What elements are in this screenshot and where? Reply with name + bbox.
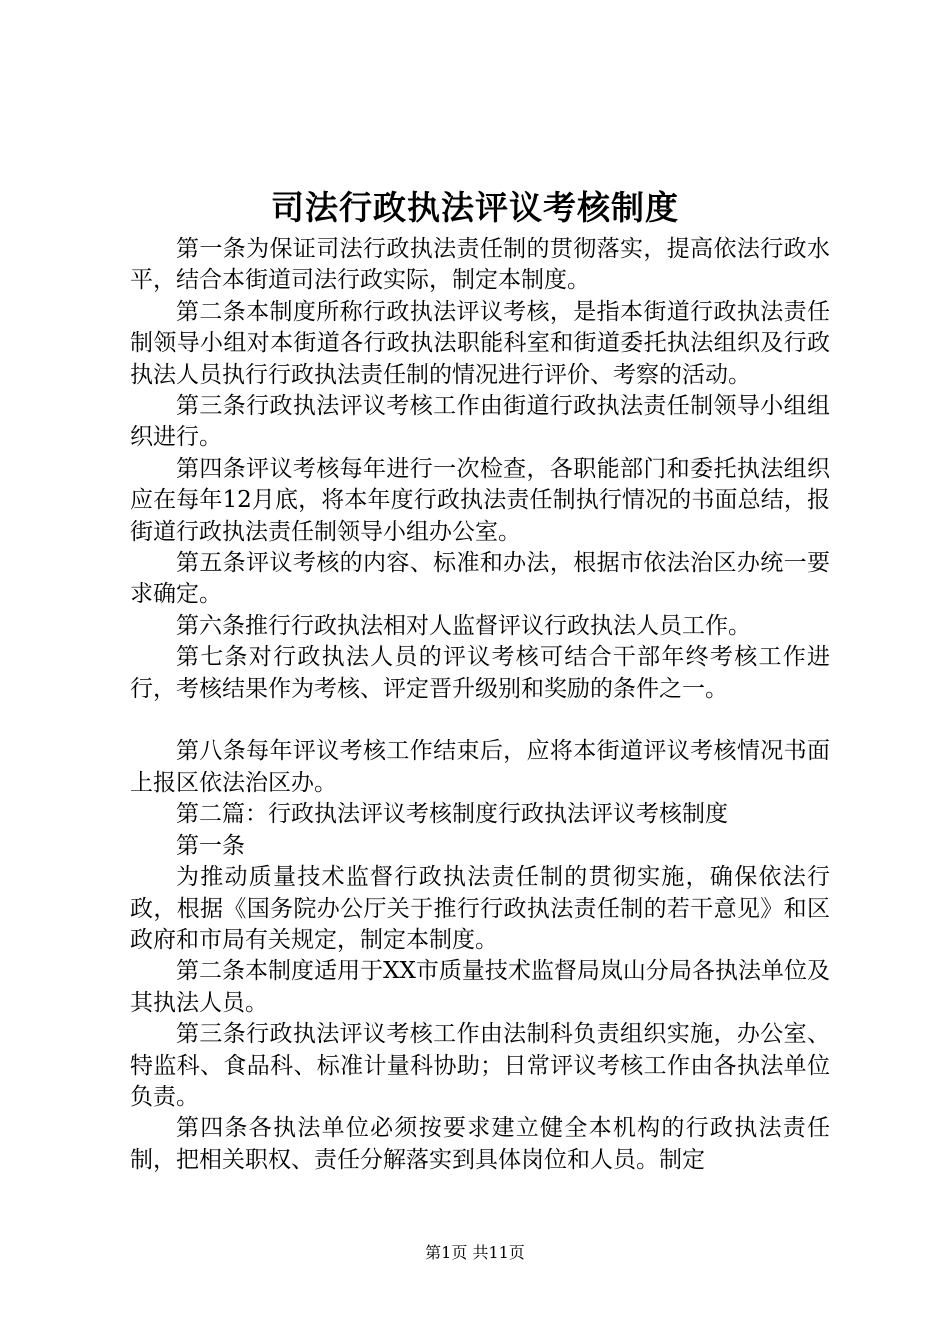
paragraph: 第三条行政执法评议考核工作由街道行政执法责任制领导小组组织进行。: [130, 393, 830, 451]
paragraph: 第六条推行行政执法相对人监督评议行政执法人员工作。: [176, 612, 751, 639]
paragraph: 第三条行政执法评议考核工作由法制科负责组织实施，办公室、特监科、食品科、标准计量科协助；日常评议考核工作由各执法单位负责。: [130, 1021, 830, 1110]
paragraph: 第四条评议考核每年进行一次检查，各职能部门和委托执法组织应在每年12月底，将本年度行政执法责任制执行情况的书面总结，报街道行政执法责任制领导小组办公室。: [130, 455, 830, 545]
page-number-footer: 第1页 共11页: [425, 1243, 525, 1262]
document-body: [130, 234, 830, 1176]
paragraph: 第二条本制度所称行政执法评议考核，是指本街道行政执法责任制领导小组对本街道各行政执法职能科室和街道委托执法组织及行政执法人员执行行政执法责任制的情况进行评价、考察的活动。: [130, 298, 830, 388]
paragraph: 为推动质量技术监督行政执法责任制的贯彻实施，确保依法行政，根据《国务院办公厅关于推行行政执法责任制的若干意见》和区政府和市局有关规定，制定本制度。: [130, 864, 830, 953]
paragraph: 第八条每年评议考核工作结束后，应将本街道评议考核情况书面上报区依法治区办。: [130, 738, 830, 796]
paragraph: 第一条为保证司法行政执法责任制的贯彻落实，提高依法行政水平，结合本街道司法行政实际，制定本制度。: [130, 236, 830, 294]
paragraph: 第五条评议考核的内容、标准和办法，根据市依法治区办统一要求确定。: [130, 550, 830, 608]
paragraph: 第四条各执法单位必须按要求建立健全本机构的行政执法责任制，把相关职权、责任分解落实到具体岗位和人员。制定: [130, 1115, 830, 1173]
paragraph: 第一条: [176, 832, 245, 859]
section-heading: 第二篇：行政执法评议考核制度行政执法评议考核制度: [176, 801, 728, 828]
paragraph: 第七条对行政执法人员的评议考核可结合干部年终考核工作进行，考核结果作为考核、评定晋升级别和奖励的条件之一。: [130, 644, 830, 702]
document-title: 司法行政执法评议考核制度: [271, 188, 679, 227]
paragraph: 第二条本制度适用于XX市质量技术监督局岚山分局各执法单位及其执法人员。: [130, 958, 830, 1016]
